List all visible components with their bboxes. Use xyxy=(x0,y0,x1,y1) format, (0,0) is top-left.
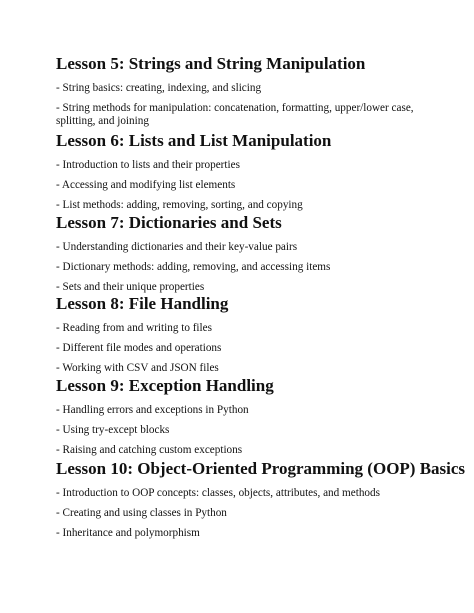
lesson-9-bullet-2: - Using try-except blocks xyxy=(56,424,170,436)
lesson-9-bullet-1: - Handling errors and exceptions in Python xyxy=(56,404,249,416)
lesson-7-bullet-3: - Sets and their unique properties xyxy=(56,281,205,293)
lesson-6-heading: Lesson 6: Lists and List Manipulation xyxy=(56,131,332,150)
lesson-6-bullet-2: - Accessing and modifying list elements xyxy=(56,179,236,191)
lesson-6-bullet-3: - List methods: adding, removing, sorting, and copying xyxy=(56,199,303,211)
lesson-8-bullet-2: - Different file modes and operations xyxy=(56,342,222,354)
lesson-7-heading: Lesson 7: Dictionaries and Sets xyxy=(56,213,282,232)
lesson-9-heading: Lesson 9: Exception Handling xyxy=(56,376,274,395)
lesson-8-bullet-list xyxy=(56,322,436,375)
lesson-5-bullet-list xyxy=(56,82,436,128)
lesson-6-section xyxy=(56,131,436,212)
lesson-5-bullet-2: - String methods for manipulation: concatenation, formatting, upper/lower case, splitting, and joining xyxy=(56,102,414,127)
lesson-10-bullet-3: - Inheritance and polymorphism xyxy=(56,527,200,539)
lesson-10-bullet-2: - Creating and using classes in Python xyxy=(56,507,227,519)
lesson-8-heading: Lesson 8: File Handling xyxy=(56,294,229,313)
lesson-10-heading: Lesson 10: Object-Oriented Programming (OOP) Basics xyxy=(56,459,466,478)
lesson-7-bullet-list xyxy=(56,241,436,294)
lesson-6-bullet-1: - Introduction to lists and their properties xyxy=(56,159,240,171)
lesson-7-section xyxy=(56,213,436,294)
lesson-8-bullet-3: - Working with CSV and JSON files xyxy=(56,362,219,374)
lesson-10-section xyxy=(56,459,466,540)
lesson-7-bullet-2: - Dictionary methods: adding, removing, and accessing items xyxy=(56,261,331,273)
lesson-5-heading: Lesson 5: Strings and String Manipulation xyxy=(56,54,366,73)
lesson-8-bullet-1: - Reading from and writing to files xyxy=(56,322,212,334)
lesson-9-section xyxy=(56,376,436,457)
lesson-9-bullet-3: - Raising and catching custom exceptions xyxy=(56,444,243,456)
lesson-10-bullet-1: - Introduction to OOP concepts: classes, objects, attributes, and methods xyxy=(56,487,380,499)
lesson-9-bullet-list xyxy=(56,404,436,457)
lesson-10-bullet-list xyxy=(56,487,436,540)
lesson-5-section xyxy=(56,54,436,128)
lesson-8-section xyxy=(56,294,436,375)
lesson-5-bullet-1: - String basics: creating, indexing, and slicing xyxy=(56,82,262,94)
lesson-6-bullet-list xyxy=(56,159,436,212)
lesson-7-bullet-1: - Understanding dictionaries and their key-value pairs xyxy=(56,241,298,253)
